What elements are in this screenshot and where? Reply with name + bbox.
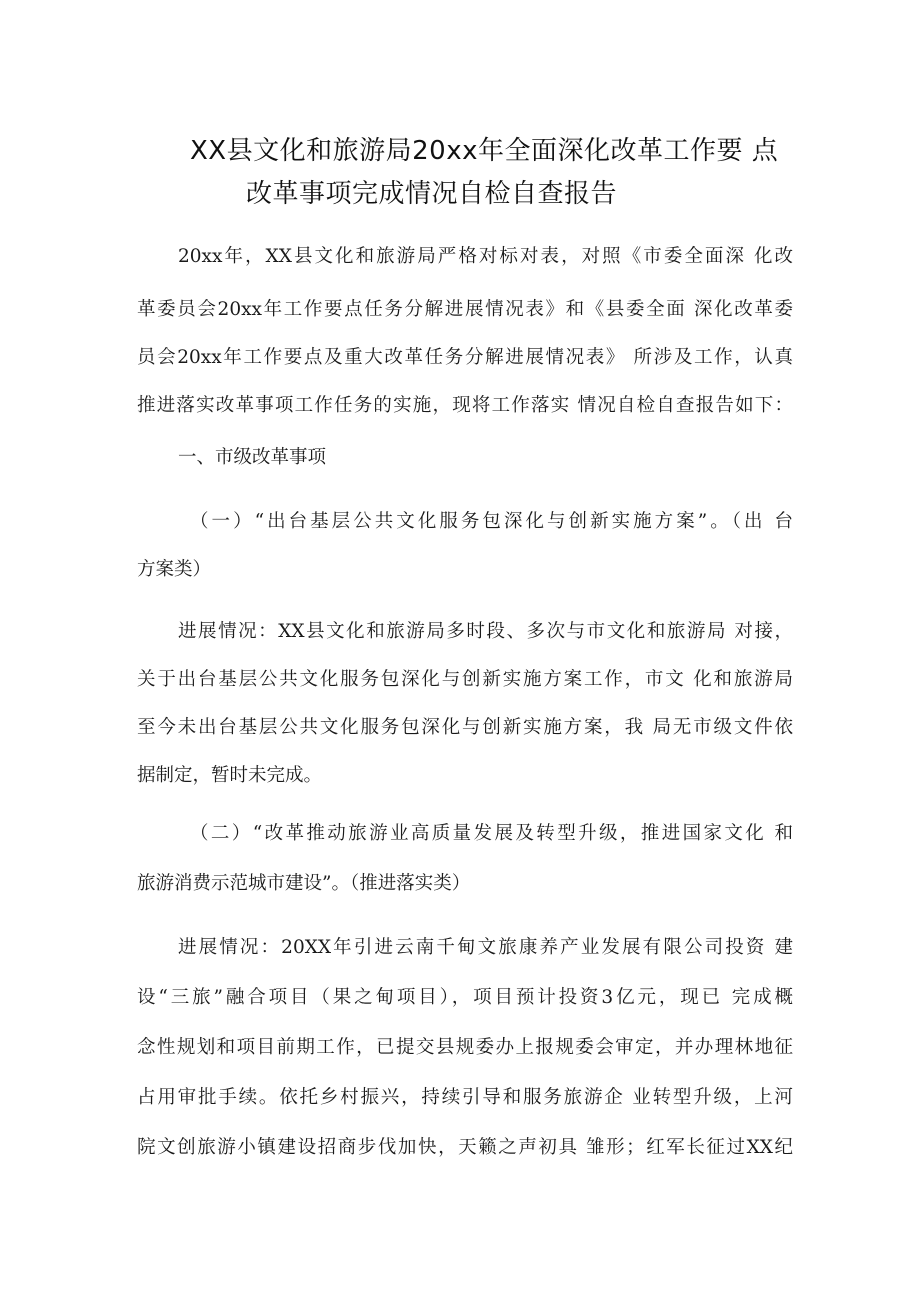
document-title-line-2: 改革事项完成情况自检自查报告 — [246, 179, 618, 209]
section-heading-municipal: 一、市级改革事项 — [178, 447, 327, 468]
item2-progress-line-2: 设“三旅”融合项目（果之甸项目），项目预计投资3亿元，现已 完成概 — [137, 987, 793, 1008]
intro-line-2: 革委员会20xx年工作要点任务分解进展情况表》和《县委全面 深化改革委 — [137, 299, 793, 320]
item2-progress-line-4: 占用审批手续。依托乡村振兴，持续引导和服务旅游企 业转型升级，上河 — [137, 1087, 793, 1108]
intro-line-1: 20xx年，XX县文化和旅游局严格对标对表，对照《市委全面深 化改 — [178, 246, 793, 267]
item1-progress-line-3: 至今未出台基层公共文化服务包深化与创新实施方案，我 局无市级文件依 — [137, 717, 793, 738]
document-title-line-1: XX县文化和旅游局20xx年全面深化改革工作要 点 — [190, 136, 779, 166]
intro-line-4: 推进落实改革事项工作任务的实施，现将工作落实 情况自检自查报告如下： — [137, 395, 793, 416]
intro-line-3: 员会20xx年工作要点及重大改革任务分解进展情况表》 所涉及工作，认真 — [137, 347, 793, 368]
item1-progress-line-1: 进展情况：XX县文化和旅游局多时段、多次与市文化和旅游局 对接， — [178, 621, 793, 642]
item2-heading-line-2: 旅游消费示范城市建设”。（推进落实类） — [137, 873, 471, 894]
item2-progress-line-5: 院文创旅游小镇建设招商步伐加快，天籁之声初具 雏形；红军长征过XX纪 — [137, 1137, 793, 1158]
item1-heading-line-1: （一）“出台基层公共文化服务包深化与创新实施方案”。（出 台 — [190, 511, 793, 532]
item1-progress-line-2: 关于出台基层公共文化服务包深化与创新实施方案工作，市文 化和旅游局 — [137, 669, 793, 690]
item2-progress-line-1: 进展情况：20XX年引进云南千甸文旅康养产业发展有限公司投资 建 — [178, 937, 793, 958]
item1-progress-line-4: 据制定，暂时未完成。 — [137, 765, 323, 786]
item2-heading-line-1: （二）“改革推动旅游业高质量发展及转型升级，推进国家文化 和 — [190, 823, 793, 844]
item2-progress-line-3: 念性规划和项目前期工作，已提交县规委办上报规委会审定，并办理林地征 — [137, 1037, 793, 1058]
item1-heading-line-2: 方案类） — [137, 559, 212, 580]
